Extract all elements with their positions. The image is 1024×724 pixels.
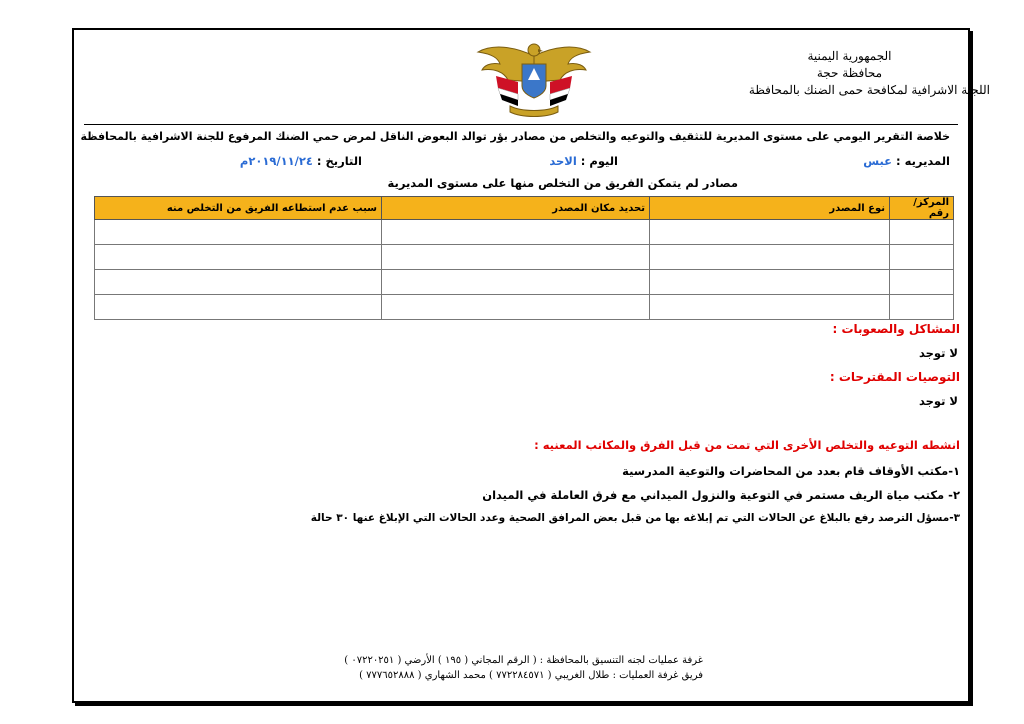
activity-item-1: ١-مكتب الأوقاف قام بعدد من المحاضرات والتوعية المدرسية <box>622 464 960 478</box>
day-value: الاحد <box>549 154 577 168</box>
header-line-2: محافظة حجة <box>816 66 883 80</box>
district-label: المديريه : <box>896 154 950 168</box>
day-field <box>549 154 618 168</box>
table-cell <box>95 220 382 245</box>
table-cell <box>95 295 382 320</box>
district-field <box>863 154 950 168</box>
table-row <box>95 270 954 295</box>
yemen-eagle-emblem-icon <box>474 36 594 120</box>
col-header-reason: سبب عدم استطاعه الفريق من التخلص منه <box>95 197 382 220</box>
table-cell <box>890 245 954 270</box>
table-cell <box>382 245 650 270</box>
table-cell <box>95 245 382 270</box>
table-caption: مصادر لم يتمكن الفريق من التخلص منها على مستوى المديرية <box>387 176 738 190</box>
col-header-source-location: تحديد مكان المصدر <box>382 197 650 220</box>
document-page <box>72 28 990 703</box>
table-cell <box>650 295 890 320</box>
table-row <box>95 245 954 270</box>
table-cell <box>890 295 954 320</box>
recommendations-heading: التوصيات المقترحات : <box>829 370 960 384</box>
table-cell <box>650 245 890 270</box>
table-row <box>95 295 954 320</box>
col-header-source-type: نوع المصدر <box>650 197 890 220</box>
activity-item-3: ٣-مسؤل الترصد رفع بالبلاغ عن الحالات التي تم إبلاغه بها من قبل بعض المرافق الصحية وعدد الحالات التي الإبلاغ عنها ٣٠ حالة <box>310 512 960 524</box>
table-cell <box>382 220 650 245</box>
table-cell <box>890 220 954 245</box>
header-line-1: الجمهورية اليمنية <box>807 49 892 63</box>
table-cell <box>890 270 954 295</box>
activities-heading: انشطه التوعيه والتخلص الأخرى التي تمت من قبل الفرق والمكاتب المعنيه : <box>534 438 960 452</box>
table-cell <box>650 220 890 245</box>
table-cell <box>382 270 650 295</box>
col-header-center: المركز/رقم <box>890 197 954 220</box>
date-label: التاريخ : <box>316 154 362 168</box>
footer-line-2: فريق غرفة العمليات : طلال الغريبي ( ٧٧٢٢٨٤٥٧١ ) محمد الشهاري ( ٧٧٧٦٥٢٨٨٨ ) <box>359 670 703 681</box>
table-cell <box>650 270 890 295</box>
activity-item-2: ٢- مكتب مياة الريف مستمر في التوعية والنزول الميداني مع فرق العاملة في الميدان <box>482 488 960 502</box>
recommendations-value: لا توجد <box>918 394 958 408</box>
table-cell <box>95 270 382 295</box>
sources-table <box>94 196 954 320</box>
day-label: اليوم : <box>580 154 618 168</box>
district-value: عبس <box>863 154 892 168</box>
document-header <box>748 48 990 99</box>
problems-value: لا توجد <box>918 346 958 360</box>
footer-line-1: غرفة عمليات لجنه التنسيق بالمحافظة : ( الرقم المجاني ( ١٩٥ ) الأرضي ( ٠٧٢٢٠٢٥١ ) <box>344 655 703 666</box>
report-title: خلاصة التقرير اليومي على مستوى المديرية للتثقيف والتوعيه والتخلص من مصادر بؤر توالد البعوض الناقل لمرض حمي الضنك المرفوع للجنة الاشرافية بالمحافظة <box>80 130 950 143</box>
header-divider <box>84 124 958 125</box>
date-field <box>240 154 362 168</box>
header-line-3: اللجنة الاشرافية لمكافحة حمى الضنك بالمحافظة <box>748 83 990 97</box>
date-value: ٢٠١٩/١١/٢٤م <box>239 154 313 168</box>
table-header-row <box>95 197 954 220</box>
problems-heading: المشاكل والصعوبات : <box>832 322 960 336</box>
table-row <box>95 220 954 245</box>
table-cell <box>382 295 650 320</box>
